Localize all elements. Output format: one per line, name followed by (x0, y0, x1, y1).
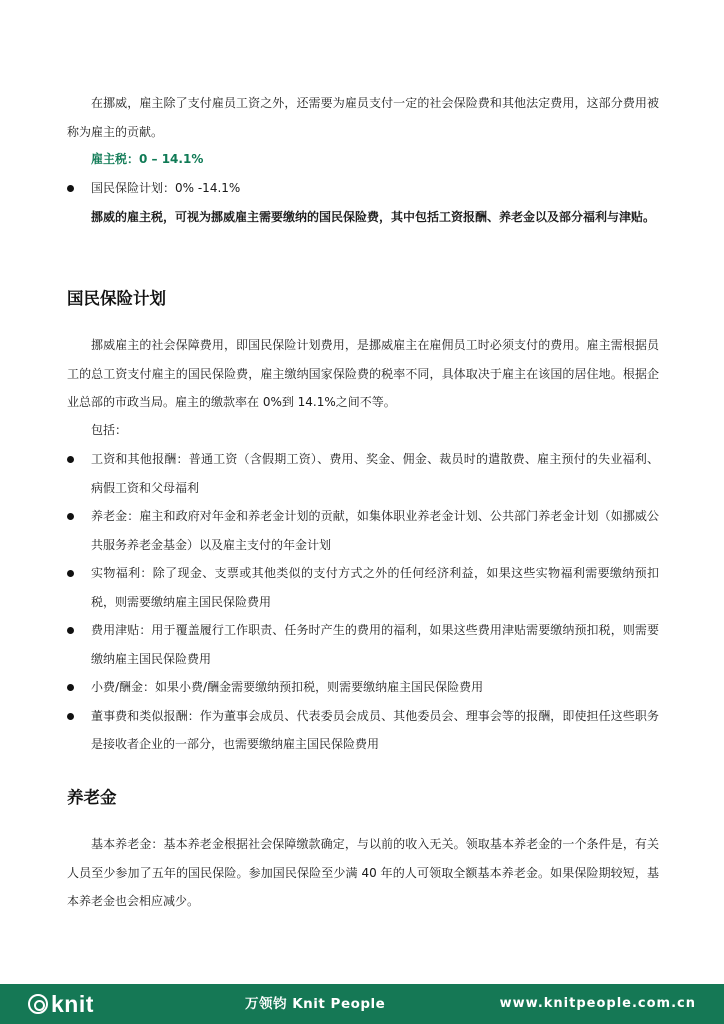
list-item (67, 702, 659, 759)
bullet-icon (67, 570, 74, 577)
includes-list (67, 445, 659, 759)
list-item-text: 工资和其他报酬：普通工资（含假期工资）、费用、奖金、佣金、裁员时的遣散费、雇主预付的失业福利、病假工资和父母福利 (91, 452, 659, 495)
list-item-text: 费用津贴：用于覆盖履行工作职责、任务时产生的费用的福利，如果这些费用津贴需要缴纳预扣税，则需要缴纳雇主国民保险费用 (91, 623, 659, 666)
intro-bullet-list (67, 174, 659, 203)
list-item-text: 小费/酬金：如果小费/酬金需要缴纳预扣税，则需要缴纳雇主国民保险费用 (91, 680, 484, 694)
bullet-icon (67, 684, 74, 691)
logo-text: knit (51, 990, 94, 1017)
list-item-text: 董事费和类似报酬：作为董事会成员、代表委员会成员、其他委员会、理事会等的报酬，即使担任这些职务是接收者企业的一部分，也需要缴纳雇主国民保险费用 (91, 708, 659, 751)
list-item (67, 616, 659, 673)
intro-bold-note: 挪威的雇主税，可视为挪威雇主需要缴纳的国民保险费，其中包括工资报酬、养老金以及部分福利与津贴。 (91, 210, 656, 224)
list-item (67, 502, 659, 559)
intro-paragraph: 在挪威，雇主除了支付雇员工资之外，还需要为雇员支付一定的社会保险费和其他法定费用，这部分费用被称为雇主的贡献。 (67, 96, 659, 139)
footer-website-link[interactable]: www.knitpeople.com.cn (499, 996, 696, 1011)
includes-label: 包括： (91, 423, 128, 437)
section-heading-national-insurance: 国民保险计划 (67, 289, 166, 308)
list-item (67, 559, 659, 616)
bullet-icon (67, 513, 74, 520)
list-item-text: 养老金：雇主和政府对年金和养老金计划的贡献，如集体职业养老金计划、公共部门养老金计划（如挪威公共服务养老金基金）以及雇主支付的年金计划 (91, 509, 659, 552)
bullet-icon (67, 713, 74, 720)
bullet-icon (67, 185, 74, 192)
footer-bar (0, 984, 724, 1024)
footer-logo (28, 991, 94, 1017)
employer-tax-label: 雇主税：0 – 14.1% (91, 152, 204, 166)
bullet-icon (67, 627, 74, 634)
knit-logo-icon (28, 994, 48, 1014)
list-item (67, 673, 659, 702)
national-insurance-paragraph: 挪威雇主的社会保障费用，即国民保险计划费用，是挪威雇主在雇佣员工时必须支付的费用。雇主需根据员工的总工资支付雇主的国民保险费，雇主缴纳国家保险费的税率不同，具体取决于雇主在该国的居住地。根据企业总部的市政当局。雇主的缴款率在 0%到 14.1%之间不等。 (67, 338, 659, 409)
bullet-icon (67, 456, 74, 463)
list-item-text: 国民保险计划：0% -14.1% (91, 181, 241, 195)
list-item (67, 445, 659, 502)
footer-brand: 万领钧 Knit People (245, 996, 386, 1012)
list-item-text: 实物福利：除了现金、支票或其他类似的支付方式之外的任何经济利益，如果这些实物福利需要缴纳预扣税，则需要缴纳雇主国民保险费用 (91, 566, 659, 609)
list-item (67, 174, 659, 203)
section-heading-pension: 养老金 (67, 788, 117, 807)
pension-paragraph: 基本养老金：基本养老金根据社会保障缴款确定，与以前的收入无关。领取基本养老金的一个条件是，有关人员至少参加了五年的国民保险。参加国民保险至少满 40 年的人可领取全额基本养老金。如果保险期较短，基本养老金也会相应减少。 (67, 837, 659, 908)
